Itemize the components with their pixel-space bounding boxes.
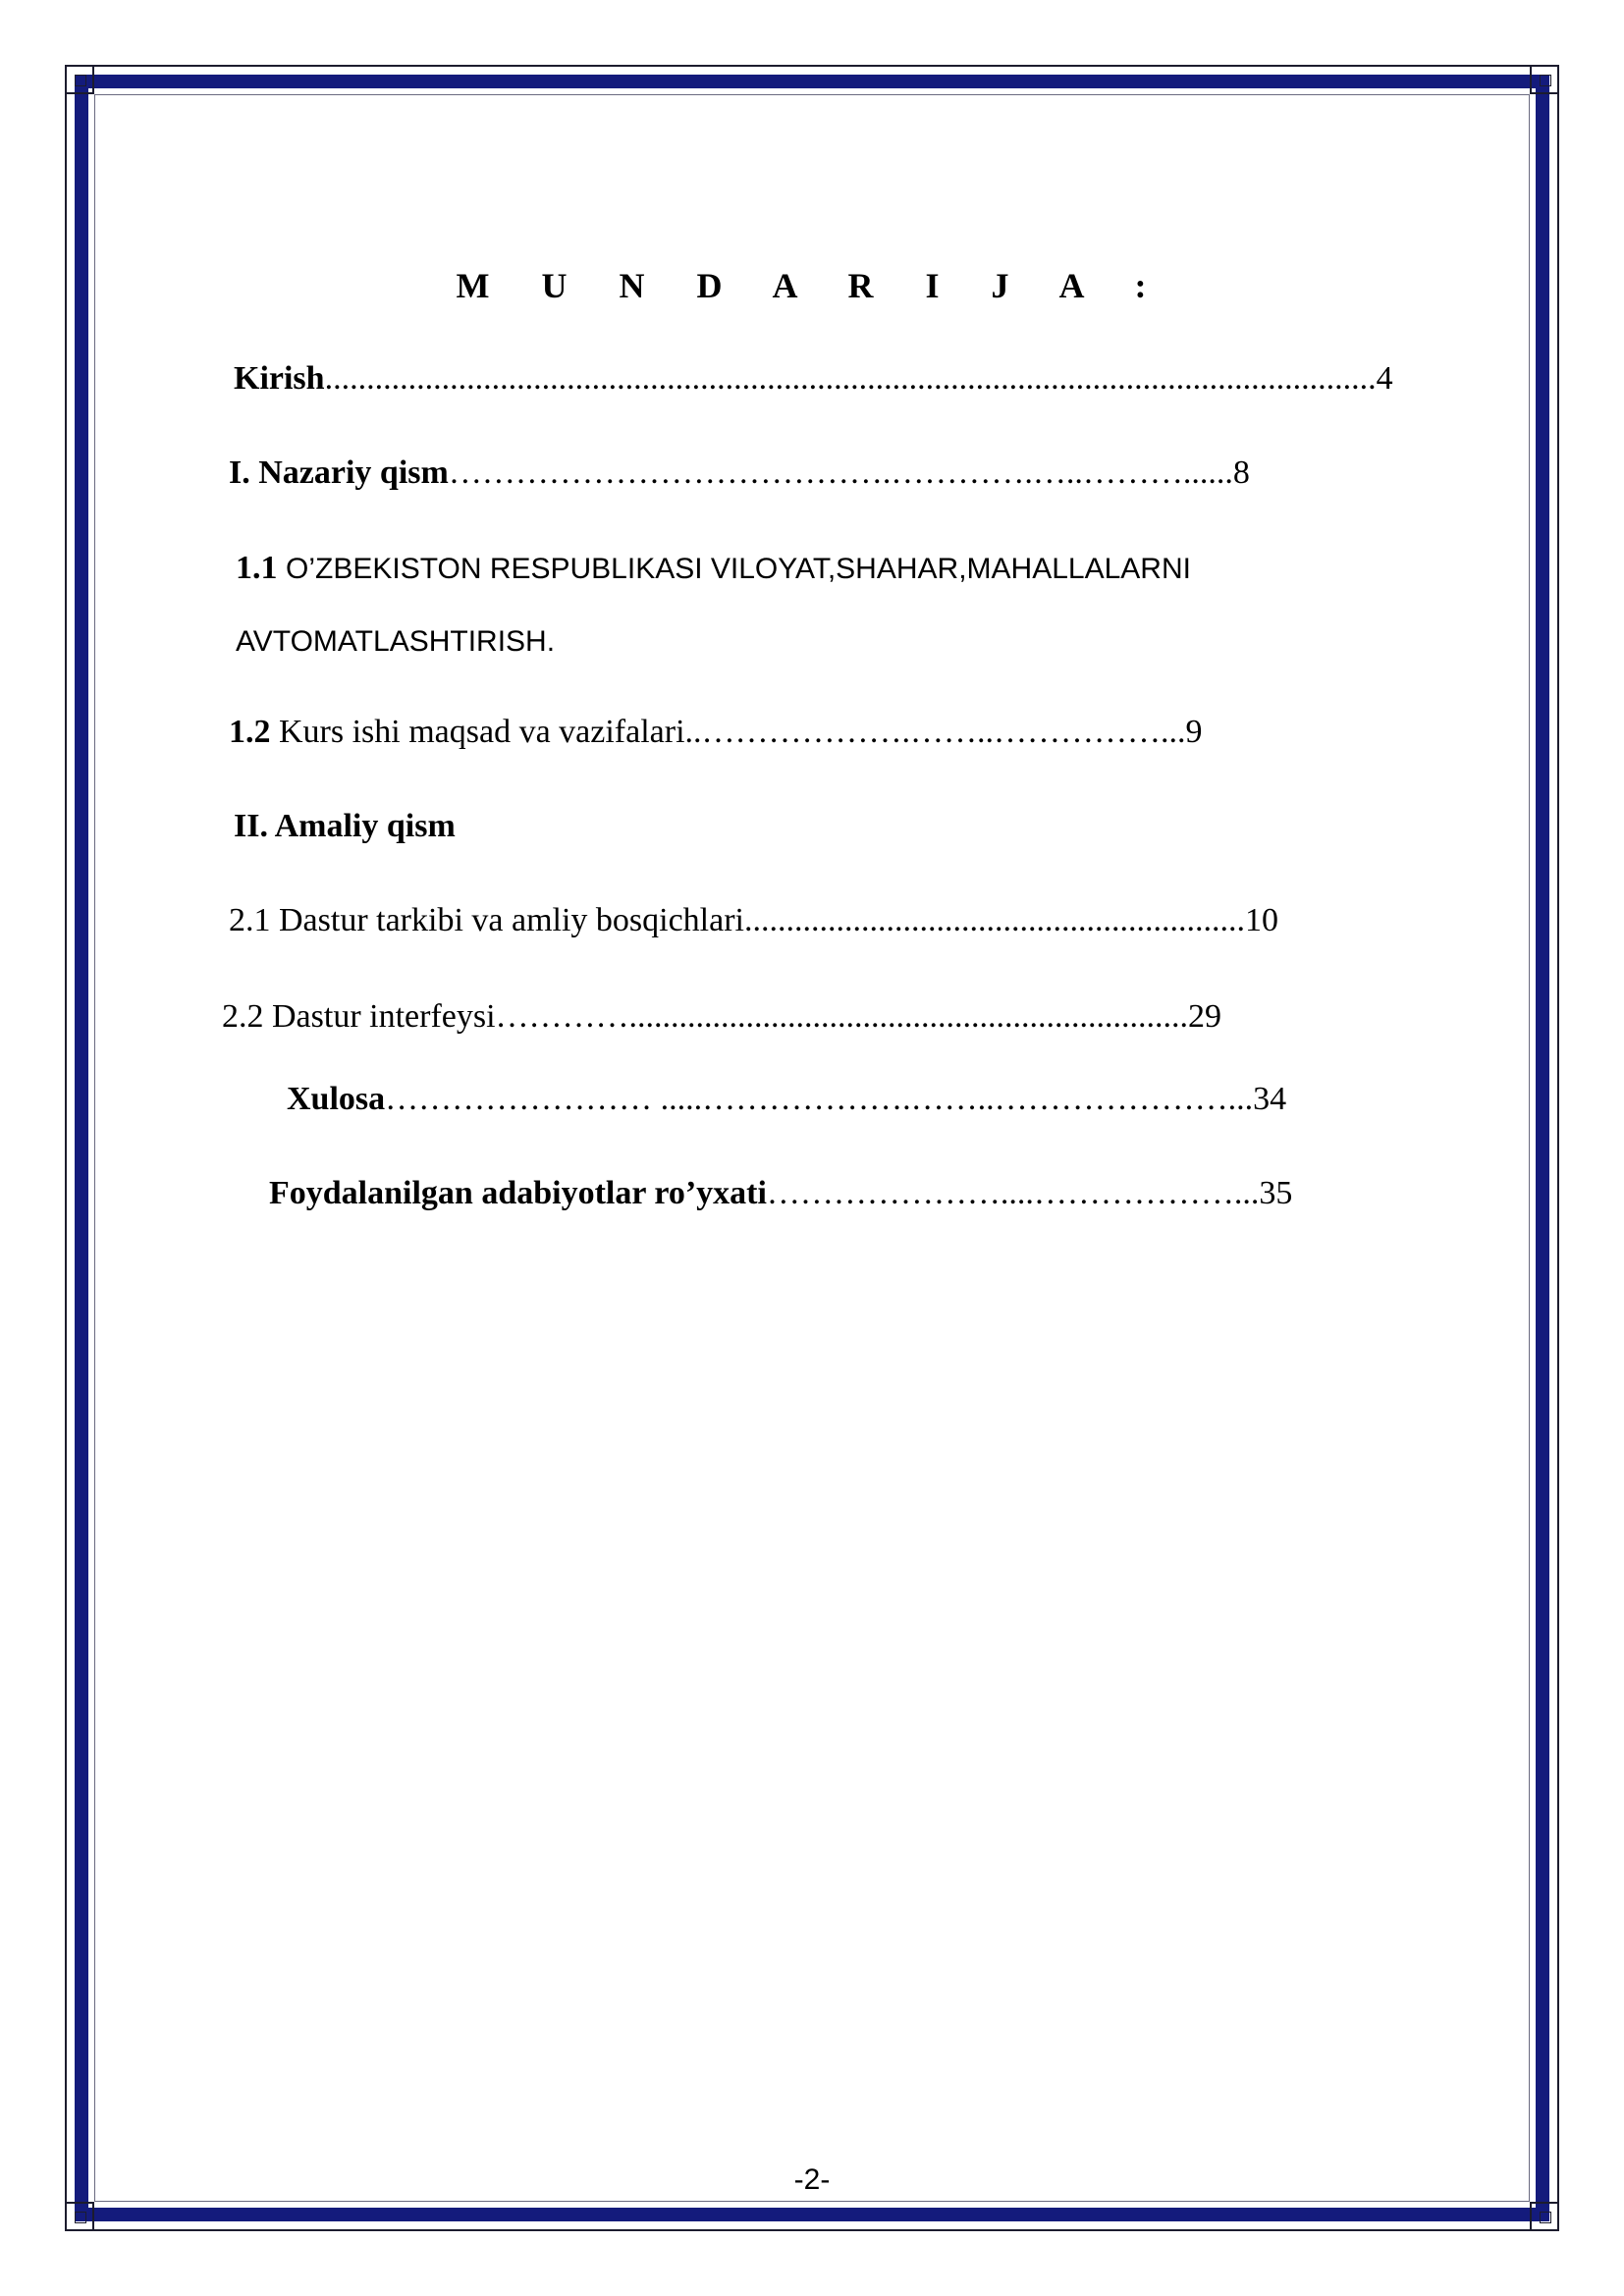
toc-entry-label: I. Nazariy qism bbox=[229, 454, 449, 491]
toc-entry-page: 10 bbox=[1245, 902, 1278, 938]
page-number: -2- bbox=[793, 2163, 831, 2196]
border-corner-top-left bbox=[65, 65, 94, 94]
toc-entry-xulosa bbox=[287, 1080, 1286, 1119]
toc-entry-leader: …………................................................................... bbox=[495, 998, 1189, 1035]
toc-entry-2-1 bbox=[229, 901, 1278, 940]
toc-entry-number: 2.2 bbox=[222, 998, 264, 1035]
toc-entry-number: 2.1 bbox=[229, 902, 271, 938]
toc-entry-leader: ………………………………….………….…..………...... bbox=[448, 454, 1233, 491]
toc-entry-2-2 bbox=[222, 997, 1221, 1037]
toc-entry-number: 1.1 bbox=[236, 550, 278, 586]
toc-entry-page: 9 bbox=[1185, 714, 1203, 750]
page-border-inner bbox=[94, 94, 1530, 2202]
toc-entry-leader: .............................................................................................................................. bbox=[324, 360, 1377, 397]
toc-entry-kirish bbox=[234, 359, 1393, 399]
toc-entry-page: 34 bbox=[1253, 1081, 1287, 1117]
toc-entry-leader: ............................................................ bbox=[744, 902, 1245, 938]
toc-entry-leader: …………………....………………... bbox=[766, 1175, 1260, 1211]
border-corner-bottom-left bbox=[65, 2202, 94, 2231]
toc-entry-leader: ..……………….……..……………... bbox=[684, 714, 1186, 750]
toc-title: M U N D A R I J A : bbox=[456, 266, 1168, 305]
toc-entry-label: O’ZBEKISTON RESPUBLIKASI VILOYAT,SHAHAR,MAHALLALARNI bbox=[286, 553, 1191, 585]
toc-entry-label-line2: AVTOMATLASHTIRISH. bbox=[236, 625, 556, 658]
toc-entry-label: Xulosa bbox=[287, 1081, 386, 1117]
toc-entry-1-1 bbox=[236, 534, 1191, 605]
toc-entry-label: Dastur tarkibi va amliy bosqichlari bbox=[279, 902, 744, 938]
toc-entry-label: Kirish bbox=[234, 360, 325, 397]
toc-entry-page: 35 bbox=[1259, 1175, 1293, 1211]
toc-entry-number: 1.2 bbox=[229, 714, 271, 750]
border-corner-top-right bbox=[1530, 65, 1559, 94]
toc-entry-leader: …………………… .....……………….……..…………………... bbox=[385, 1081, 1254, 1117]
toc-entry-page: 8 bbox=[1232, 454, 1250, 491]
toc-entry-page: 29 bbox=[1188, 998, 1222, 1035]
toc-entry-label: Foydalanilgan adabiyotlar ro’yxati bbox=[269, 1175, 767, 1211]
toc-entry-label: Kurs ishi maqsad va vazifalari bbox=[279, 714, 685, 750]
toc-entry-page: 4 bbox=[1376, 360, 1393, 397]
toc-entry-adabiyotlar bbox=[269, 1174, 1292, 1213]
toc-entry-label: II. Amaliy qism bbox=[234, 808, 456, 844]
toc-entry-nazariy-qism bbox=[229, 454, 1250, 493]
border-corner-bottom-right bbox=[1530, 2202, 1559, 2231]
toc-entry-1-1-continued bbox=[236, 607, 555, 677]
toc-entry-label: Dastur interfeysi bbox=[272, 998, 496, 1035]
toc-entry-1-2 bbox=[229, 713, 1203, 752]
toc-entry-amaliy-qism bbox=[234, 807, 456, 846]
